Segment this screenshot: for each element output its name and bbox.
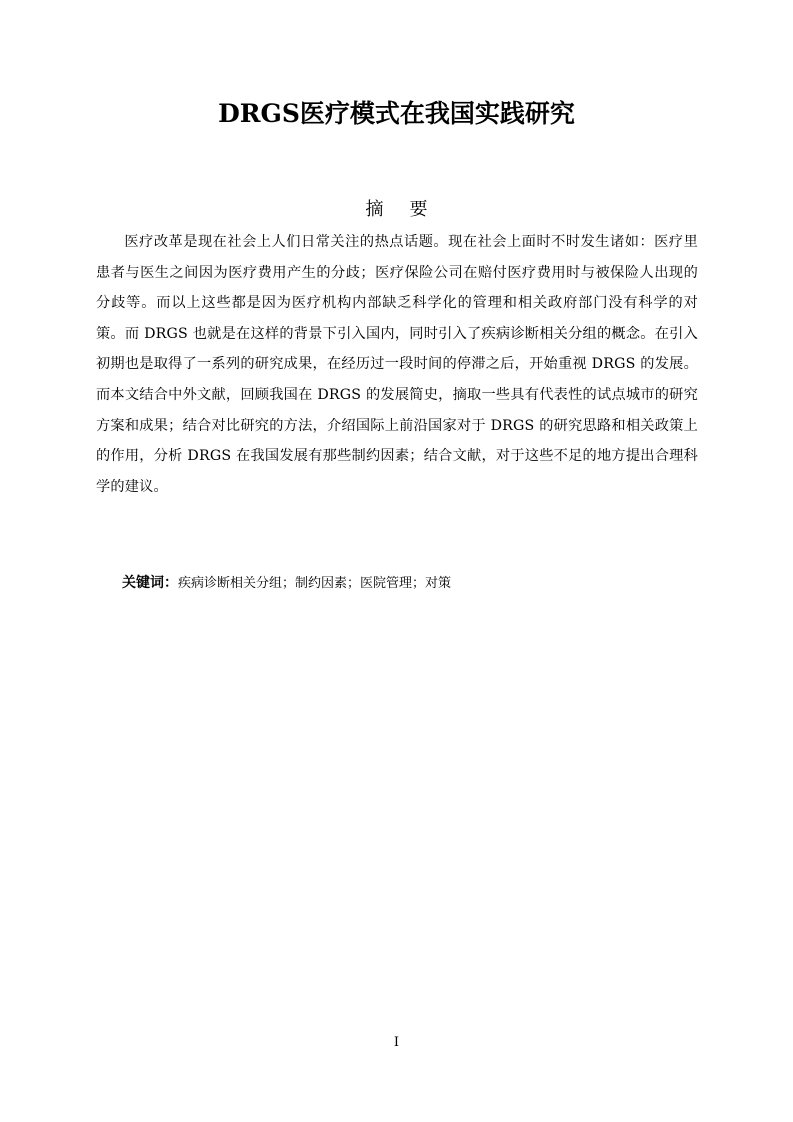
keywords-line — [122, 572, 682, 595]
keywords-label: 关键词： — [122, 575, 178, 591]
keywords-text: 疾病诊断相关分组；制约因素；医院管理；对策 — [178, 576, 452, 591]
abstract-heading-left: 摘 — [365, 199, 384, 220]
document-title: DRGS医疗模式在我国实践研究 — [218, 99, 575, 128]
abstract-heading-right: 要 — [409, 199, 428, 220]
abstract-paragraph: 医疗改革是现在社会上人们日常关注的热点话题。现在社会上面时不时发生诸如：医疗里患者与医生之间因为医疗费用产生的分歧；医疗保险公司在赔付医疗费用时与被保险人出现的分歧等。而以上这些都是因为医疗机构内部缺乏科学化的管理和相关政府部门没有科学的对策。而 DRGS 也就是在这样的背景下引入国内，同时引入了疾病诊断相关分组的概念。在引入初期也是取得了一系列的研究成果，在经历过一段时间的停滞之后，开始重视 DRGS 的发展。而本文结合中外文献，回顾我国在 DRGS 的发展简史，摘取一些具有代表性的试点城市的研究方案和成果；结合对比研究的方法，介绍国际上前沿国家对于 DRGS 的研究思路和相关政策上的作用，分析 DRGS 在我国发展有那些制约因素；结合文献，对于这些不足的地方提出合理科学的建议。 — [96, 234, 698, 495]
page-number: I — [393, 1035, 400, 1050]
abstract-heading — [0, 198, 793, 222]
